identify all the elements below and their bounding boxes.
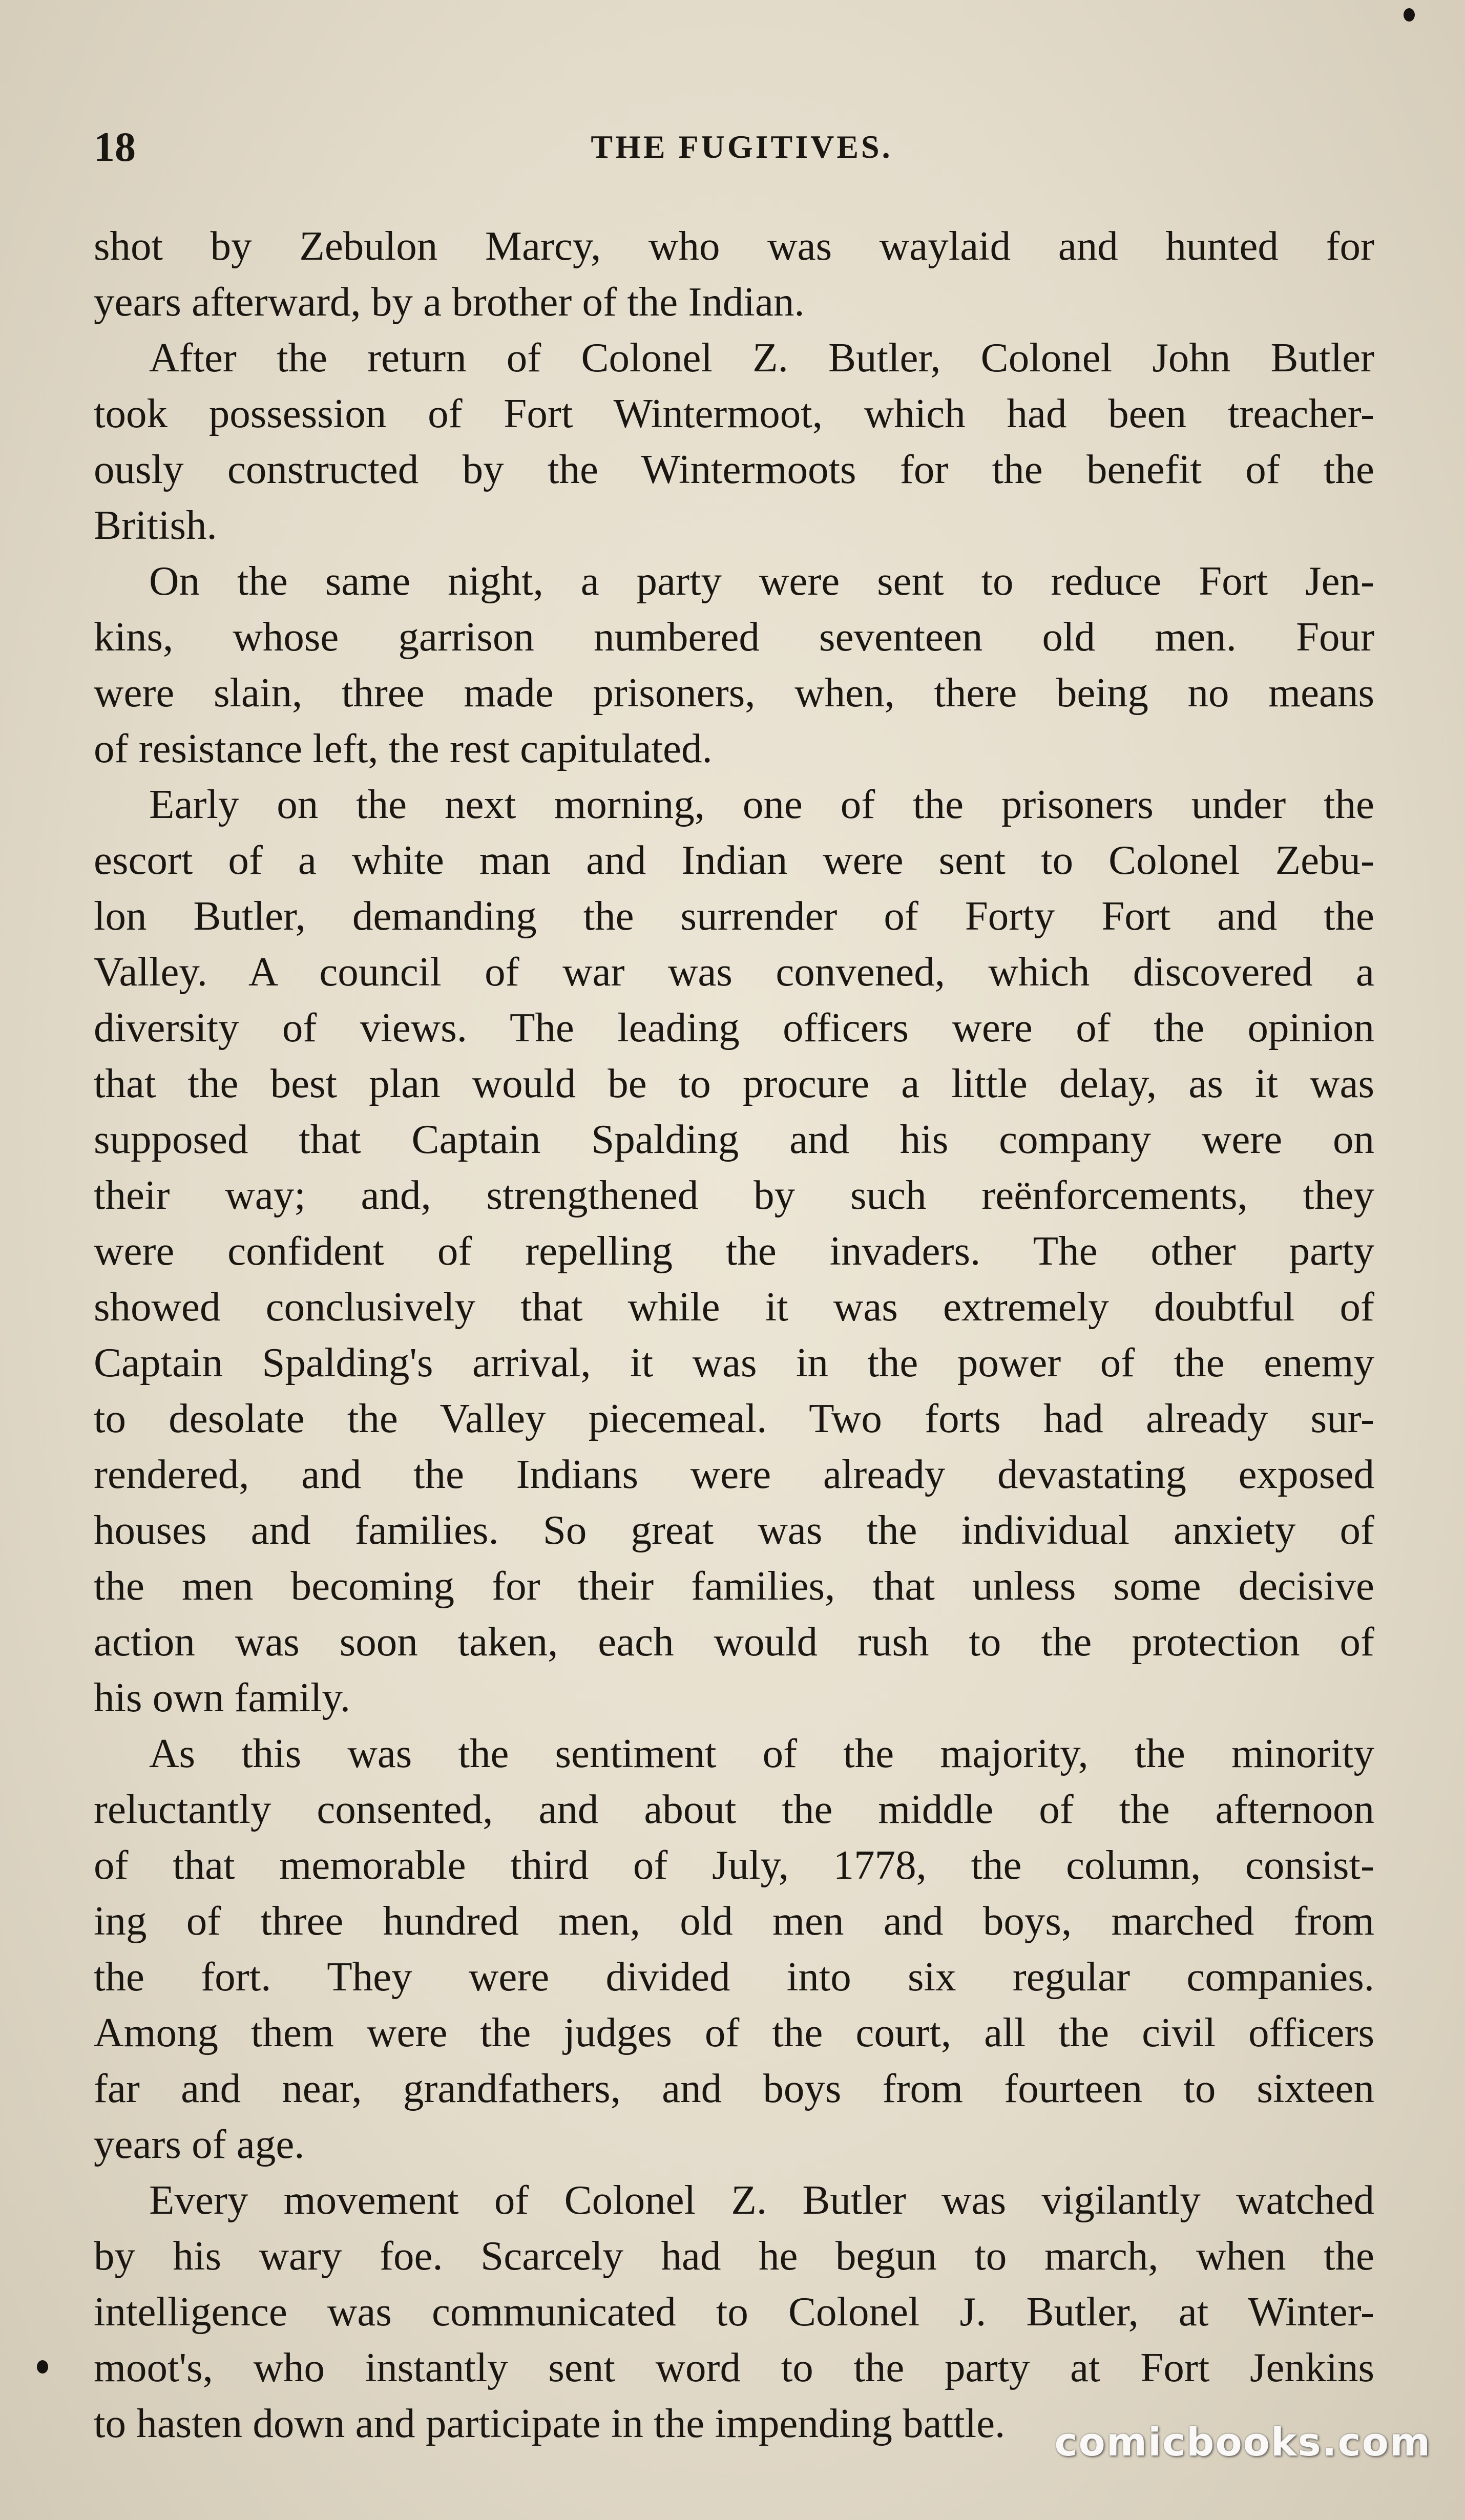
text-line: of resistance left, the rest capitulated.	[94, 725, 713, 771]
page-header	[94, 119, 1390, 175]
text-line: to desolate the Valley piecemeal. Two forts had already sur-	[94, 1395, 1374, 1441]
text-line: were slain, three made prisoners, when, there being no means	[94, 669, 1374, 716]
text-line: action was soon taken, each would rush to the protection of	[94, 1619, 1374, 1665]
text-line: Among them were the judges of the court, all the civil officers	[94, 2009, 1374, 2055]
text-line: years afterward, by a brother of the Indian.	[94, 279, 805, 325]
text-line: rendered, and the Indians were already devastating exposed	[94, 1451, 1374, 1497]
text-line: were confident of repelling the invaders. The other party	[94, 1228, 1374, 1274]
text-line: intelligence was communicated to Colonel J. Butler, at Winter-	[94, 2288, 1374, 2335]
text-line: supposed that Captain Spalding and his company were on	[94, 1116, 1374, 1162]
text-line: moot's, who instantly sent word to the party at Fort Jenkins	[94, 2344, 1374, 2390]
text-line: As this was the sentiment of the majority, the minority	[149, 1730, 1374, 1776]
text-line: reluctantly consented, and about the middle of the afternoon	[94, 1786, 1374, 1832]
text-line: On the same night, a party were sent to reduce Fort Jen-	[149, 558, 1374, 604]
text-line: After the return of Colonel Z. Butler, Colonel John Butler	[149, 334, 1374, 381]
text-line: by his wary foe. Scarcely had he begun to march, when the	[94, 2233, 1374, 2279]
text-line: Every movement of Colonel Z. Butler was vigilantly watched	[149, 2177, 1374, 2223]
text-line: took possession of Fort Wintermoot, which had been treacher-	[94, 390, 1374, 436]
text-line: Valley. A council of war was convened, which discovered a	[94, 949, 1374, 995]
text-line: ously constructed by the Wintermoots for the benefit of the	[94, 446, 1374, 492]
text-line: their way; and, strengthened by such reënforcements, they	[94, 1172, 1374, 1218]
text-line: of that memorable third of July, 1778, the column, consist-	[94, 1842, 1374, 1888]
text-line: Early on the next morning, one of the prisoners under the	[149, 781, 1374, 827]
text-line: diversity of views. The leading officers were of the opinion	[94, 1004, 1374, 1051]
text-line: ing of three hundred men, old men and boys, marched from	[94, 1898, 1374, 1944]
text-line: the fort. They were divided into six regular companies.	[94, 1954, 1374, 2000]
running-head: THE FUGITIVES.	[591, 129, 893, 165]
text-line: his own family.	[94, 1674, 350, 1720]
text-line: lon Butler, demanding the surrender of Forty Fort and the	[94, 893, 1374, 939]
text-line: houses and families. So great was the individual anxiety of	[94, 1507, 1374, 1553]
text-line: escort of a white man and Indian were sent to Colonel Zebu-	[94, 837, 1374, 883]
text-line: to hasten down and participate in the impending battle.	[94, 2400, 1006, 2446]
text-line: kins, whose garrison numbered seventeen old men. Four	[94, 614, 1374, 660]
text-line: shot by Zebulon Marcy, who was waylaid and hunted for	[94, 223, 1374, 269]
page-number: 18	[94, 123, 136, 170]
text-line: far and near, grandfathers, and boys from fourteen to sixteen	[94, 2065, 1374, 2111]
ink-speck-mark	[1404, 8, 1415, 22]
text-line: showed conclusively that while it was extremely doubtful of	[94, 1284, 1374, 1330]
text-line: Captain Spalding's arrival, it was in the power of the enemy	[94, 1339, 1374, 1385]
text-line: that the best plan would be to procure a little delay, as it was	[94, 1060, 1374, 1106]
ink-speck-mark	[37, 2360, 48, 2374]
watermark: comicbooks.com	[1054, 2419, 1431, 2465]
text-line: the men becoming for their families, that unless some decisive	[94, 1563, 1374, 1609]
body-text	[94, 218, 1374, 2451]
text-line: British.	[94, 502, 217, 548]
text-line: years of age.	[94, 2121, 305, 2167]
